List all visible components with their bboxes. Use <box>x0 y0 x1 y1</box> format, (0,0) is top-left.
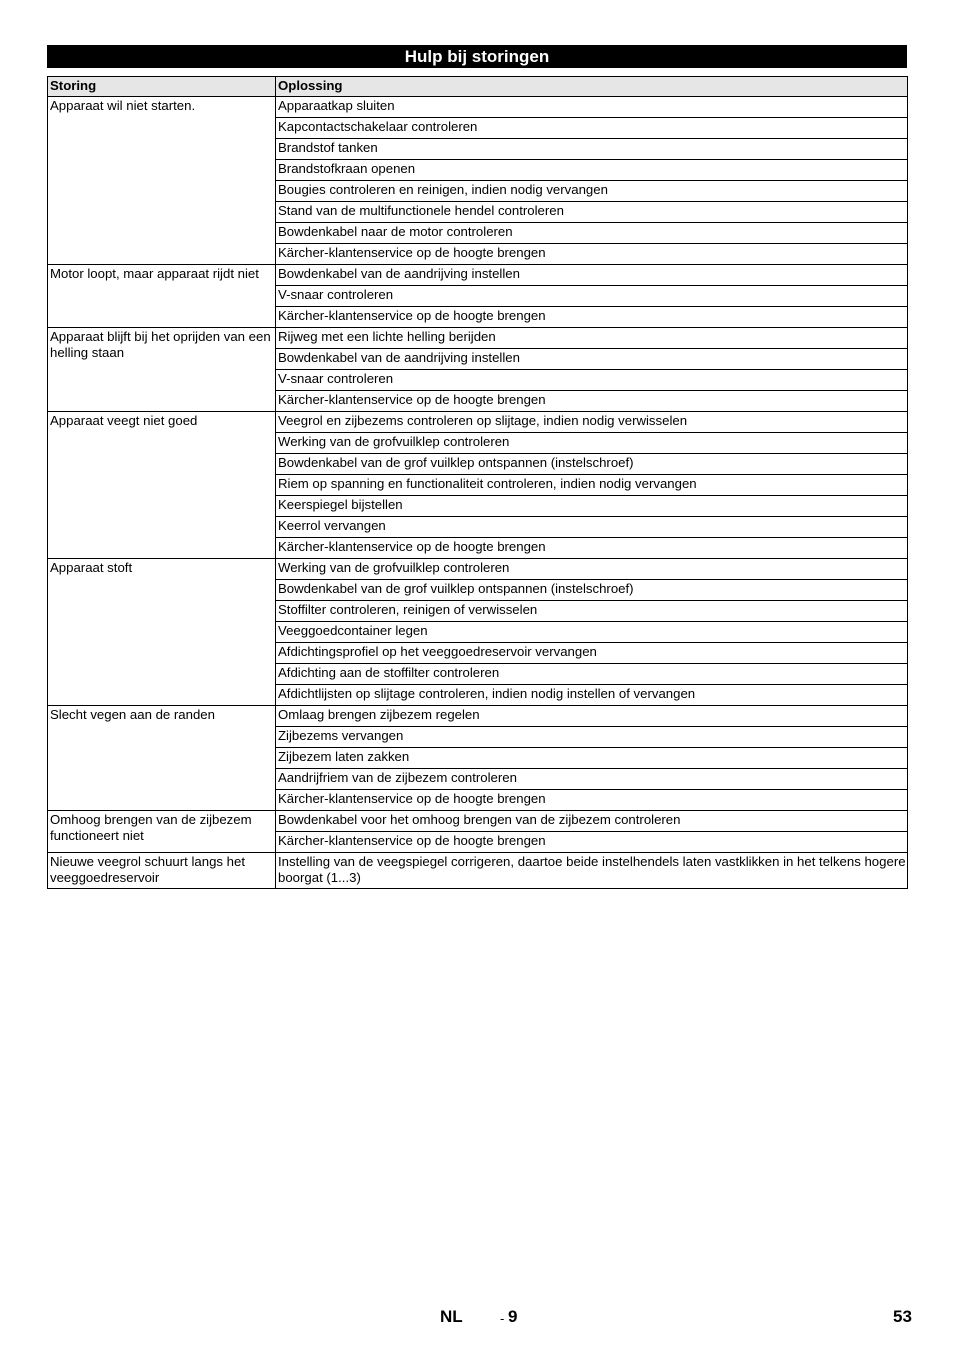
solution-cell: Keerspiegel bijstellen <box>276 496 908 517</box>
solution-cell: Keerrol vervangen <box>276 517 908 538</box>
section-title: Hulp bij storingen <box>47 45 907 68</box>
fault-cell: Omhoog brengen van de zijbezem functioneert niet <box>48 811 276 853</box>
solution-cell: Brandstofkraan openen <box>276 160 908 181</box>
footer-page-number: 53 <box>893 1307 912 1326</box>
solution-cell: Rijweg met een lichte helling berijden <box>276 328 908 349</box>
table-row <box>48 559 908 580</box>
solution-cell: Bowdenkabel van de grof vuilklep ontspannen (instelschroef) <box>276 454 908 475</box>
table-row <box>48 853 908 889</box>
fault-cell: Nieuwe veegrol schuurt langs het veeggoedreservoir <box>48 853 276 889</box>
table-row <box>48 265 908 286</box>
table-row <box>48 97 908 118</box>
footer-language: NL <box>440 1307 463 1326</box>
table-header-row <box>48 77 908 97</box>
solution-cell: Bougies controleren en reinigen, indien nodig vervangen <box>276 181 908 202</box>
solution-cell: Kärcher-klantenservice op de hoogte brengen <box>276 307 908 328</box>
solution-cell: Brandstof tanken <box>276 139 908 160</box>
solution-cell: V-snaar controleren <box>276 286 908 307</box>
solution-cell: V-snaar controleren <box>276 370 908 391</box>
solution-cell: Zijbezem laten zakken <box>276 748 908 769</box>
solution-cell: Stoffilter controleren, reinigen of verwisselen <box>276 601 908 622</box>
solution-cell: Bowdenkabel van de aandrijving instellen <box>276 265 908 286</box>
footer-section-page: 9 <box>508 1307 518 1326</box>
solution-cell: Kärcher-klantenservice op de hoogte brengen <box>276 832 908 853</box>
table-row <box>48 412 908 433</box>
solution-cell: Werking van de grofvuilklep controleren <box>276 559 908 580</box>
solution-cell: Riem op spanning en functionaliteit controleren, indien nodig vervangen <box>276 475 908 496</box>
solution-cell: Stand van de multifunctionele hendel controleren <box>276 202 908 223</box>
solution-cell: Apparaatkap sluiten <box>276 97 908 118</box>
header-solution: Oplossing <box>276 77 908 97</box>
fault-cell: Apparaat stoft <box>48 559 276 706</box>
solution-cell: Kärcher-klantenservice op de hoogte brengen <box>276 790 908 811</box>
fault-cell: Motor loopt, maar apparaat rijdt niet <box>48 265 276 328</box>
solution-cell: Bowdenkabel van de grof vuilklep ontspannen (instelschroef) <box>276 580 908 601</box>
solution-cell: Kärcher-klantenservice op de hoogte brengen <box>276 244 908 265</box>
troubleshooting-table <box>47 76 908 889</box>
solution-cell: Afdichtlijsten op slijtage controleren, indien nodig instellen of vervangen <box>276 685 908 706</box>
solution-cell: Werking van de grofvuilklep controleren <box>276 433 908 454</box>
fault-cell: Apparaat blijft bij het oprijden van een helling staan <box>48 328 276 412</box>
fault-cell: Apparaat veegt niet goed <box>48 412 276 559</box>
solution-cell: Veegrol en zijbezems controleren op slijtage, indien nodig verwisselen <box>276 412 908 433</box>
footer-dash: - <box>500 1311 505 1326</box>
solution-cell: Afdichtingsprofiel op het veeggoedreservoir vervangen <box>276 643 908 664</box>
fault-cell: Slecht vegen aan de randen <box>48 706 276 811</box>
solution-cell: Afdichting aan de stoffilter controleren <box>276 664 908 685</box>
solution-cell: Omlaag brengen zijbezem regelen <box>276 706 908 727</box>
solution-cell: Aandrijfriem van de zijbezem controleren <box>276 769 908 790</box>
solution-cell: Kapcontactschakelaar controleren <box>276 118 908 139</box>
solution-cell: Bowdenkabel van de aandrijving instellen <box>276 349 908 370</box>
solution-cell: Zijbezems vervangen <box>276 727 908 748</box>
solution-cell: Veeggoedcontainer legen <box>276 622 908 643</box>
fault-cell: Apparaat wil niet starten. <box>48 97 276 265</box>
solution-cell: Bowdenkabel naar de motor controleren <box>276 223 908 244</box>
solution-cell: Kärcher-klantenservice op de hoogte brengen <box>276 538 908 559</box>
solution-cell: Kärcher-klantenservice op de hoogte brengen <box>276 391 908 412</box>
table-row <box>48 706 908 727</box>
table-body <box>48 97 908 889</box>
table-row <box>48 328 908 349</box>
solution-cell: Bowdenkabel voor het omhoog brengen van de zijbezem controleren <box>276 811 908 832</box>
solution-cell: Instelling van de veegspiegel corrigeren, daartoe beide instelhendels laten vastklikken in het telkens hogere boorgat (1...3) <box>276 853 908 889</box>
header-fault: Storing <box>48 77 276 97</box>
table-row <box>48 811 908 832</box>
